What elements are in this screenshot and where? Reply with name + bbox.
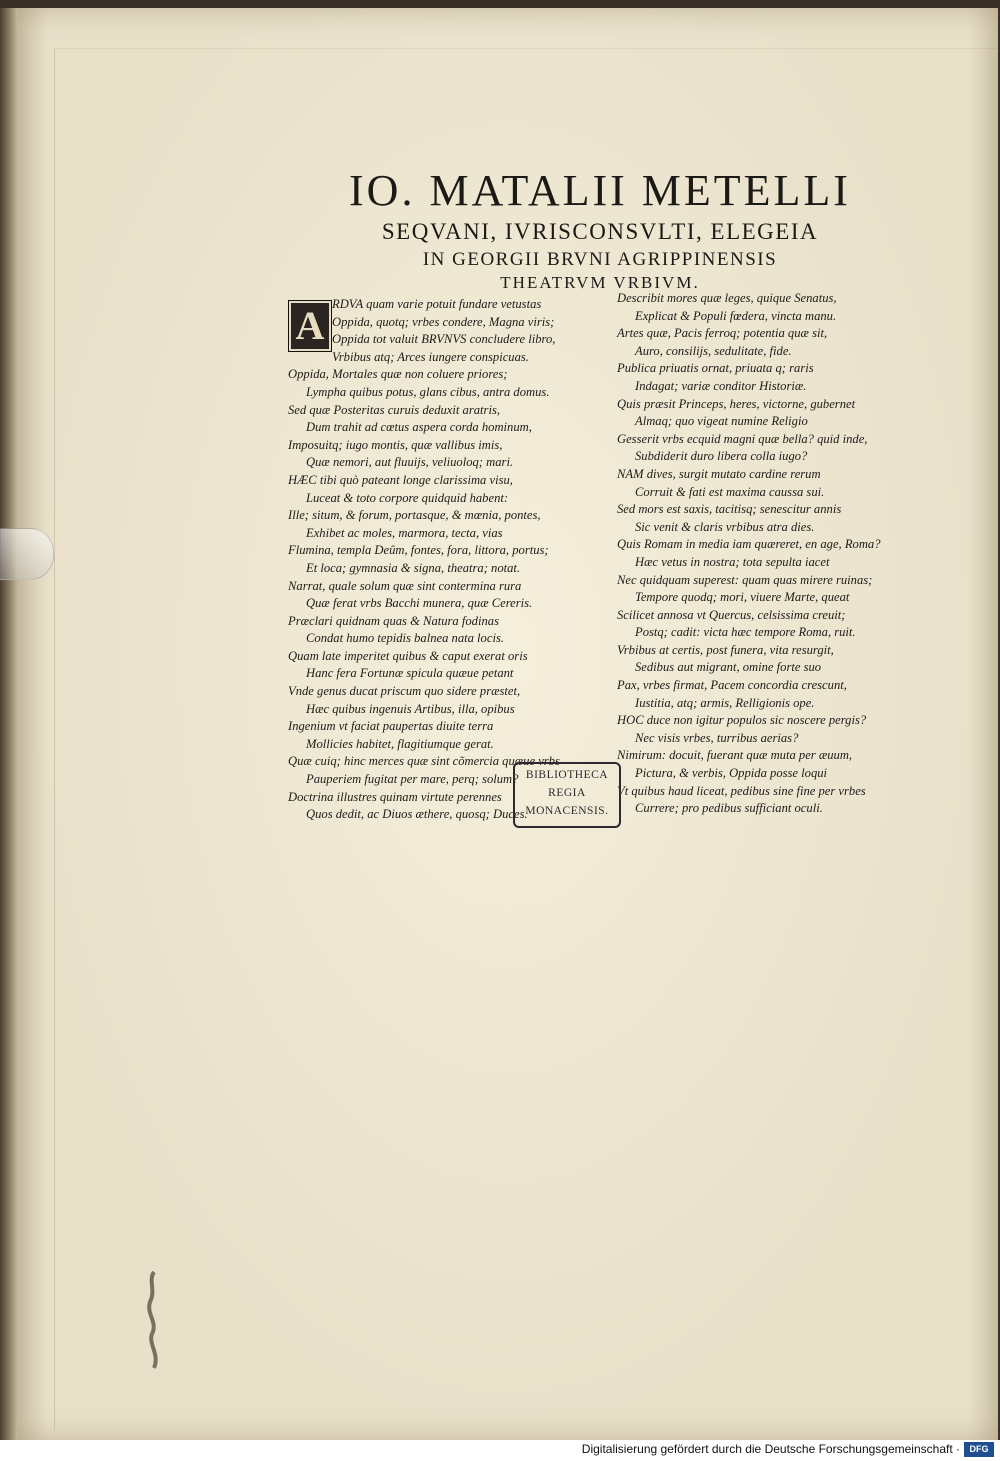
verse-line: Tempore quodq; mori, viuere Marte, queat — [635, 590, 850, 605]
verse-line: Nimirum: docuit, fuerant quæ muta per æuum, — [617, 748, 853, 763]
verse-line: Oppida, Mortales quæ non coluere priores; — [288, 367, 508, 382]
verse-line: Describit mores quæ leges, quique Senatus, — [617, 291, 837, 305]
verse-line: Indagat; variæ conditor Historiæ. — [635, 378, 807, 393]
page-clip — [0, 528, 54, 580]
verse-line: Sic venit & claris vrbibus atra dies. — [635, 519, 815, 534]
verse-line: NAM dives, surgit mutato cardine rerum — [617, 466, 821, 481]
verse-line: Luceat & toto corpore quidquid habent: — [306, 490, 509, 505]
verse-line: Currere; pro pedibus sufficiant oculi. — [635, 801, 823, 816]
title-line-1: IO. MATALII METELLI — [349, 166, 851, 215]
verse-line: Explicat & Populi fœdera, vincta manu. — [635, 308, 837, 323]
verse-line: Dum trahit ad cœtus aspera corda hominum, — [306, 420, 532, 435]
verse-line: Et loca; gymnasia & signa, theatra; notat. — [306, 560, 521, 575]
verse-line: Postq; cadit: victa hæc tempore Roma, ruit. — [635, 625, 856, 640]
verse-line: Vnde genus ducat priscum quo sidere præstet, — [288, 684, 521, 699]
verse-line: Quæ nemori, aut fluuijs, veliuoloq; mari. — [306, 455, 514, 470]
verse-line: Artes quæ, Pacis ferroq; potentia quæ sit, — [617, 326, 828, 341]
verse-line: Præclari quidnam quas & Natura fodinas — [288, 613, 499, 628]
verse-line: Hæc quibus ingenuis Artibus, illa, opibus — [306, 701, 515, 716]
verse-line: Hæc vetus in nostra; tota sepulta iacet — [635, 554, 830, 569]
dfg-logo: DFG — [964, 1442, 994, 1457]
verse-line: Vt quibus haud liceat, pedibus sine fine per vrbes — [617, 783, 866, 798]
verse-line: Ille; situm, & forum, portasque, & mœnia, pontes, — [288, 508, 541, 523]
book-edge — [0, 8, 18, 1440]
verse-line: Quam late imperitet quibus & caput exerat oris — [288, 648, 528, 663]
verse-line: Flumina, templa Deûm, fontes, fora, littora, portus; — [288, 543, 549, 558]
verse-line: RDVA quam varie potuit fundare vetustas — [332, 297, 542, 311]
verse-line: Sed quæ Posteritas curuis deduxit aratris, — [288, 402, 500, 417]
verse-line: Vrbibus at certis, post funera, vita resurgit, — [617, 642, 834, 657]
verse-line: Scilicet annosa vt Quercus, celsissima creuit; — [617, 607, 846, 622]
verse-line: Nec quidquam superest: quam quas mirere ruinas; — [617, 572, 873, 587]
poem-column-left — [288, 296, 618, 824]
title-line-4: THEATRVM VRBIVM. — [500, 273, 700, 292]
drop-initial: A — [288, 300, 332, 352]
verse-line: Oppida, quotq; vrbes condere, Magna viris; — [332, 314, 555, 329]
verse-line: Iustitia, atq; armis, Relligionis ope. — [635, 695, 815, 710]
title-line-2: SEQVANI, IVRISCONSVLTI, ELEGEIA — [381, 219, 819, 244]
verse-line: Oppida tot valuit BRVNVS concludere libro, — [332, 332, 556, 347]
verse-line: Pauperiem fugitat per mare, perq; solum? — [306, 772, 519, 787]
verse-line: Nec visis vrbes, turribus aerias? — [635, 730, 799, 745]
verse-line: Lympha quibus potus, glans cibus, antra domus. — [306, 384, 550, 399]
title-block — [270, 168, 930, 294]
verse-line: Corruit & fati est maxima caussa sui. — [635, 484, 825, 499]
verse-line: Quæ cuiq; hinc merces quæ sint cõmercia quæue vrbs — [288, 754, 560, 769]
verse-line: Pictura, & verbis, Oppida posse loqui — [635, 766, 828, 781]
funding-notice: Digitalisierung gefördert durch die Deutsche Forschungsgemeinschaft · — [581, 1442, 960, 1456]
verse-line: Publica priuatis ornat, priuata q; raris — [617, 361, 814, 376]
verse-line: Mollicies habitet, flagitiumque gerat. — [306, 736, 494, 751]
verse-line: Quos dedit, ac Diuos æthere, quosq; Duces. — [306, 807, 528, 822]
verse-line: Condat humo tepidis balnea nata locis. — [306, 631, 504, 646]
poem-column-right — [617, 290, 881, 818]
verse-line: Sed mors est saxis, tacitisq; senescitur annis — [617, 502, 842, 517]
title-line-3: IN GEORGII BRVNI AGRIPPINENSIS — [422, 249, 778, 270]
verse-line: Narrat, quale solum quæ sint contermina rura — [288, 578, 522, 593]
verse-line: Gesserit vrbs ecquid magni quæ bella? quid inde, — [617, 431, 868, 446]
verse-line: Hanc fera Fortunæ spicula quæue petant — [306, 666, 514, 681]
footer-bar — [0, 1440, 1000, 1461]
ink-smudge — [140, 1270, 166, 1370]
verse-line: HOC duce non igitur populos sic noscere pergis? — [617, 713, 867, 728]
verse-line: Sedibus aut migrant, omine forte suo — [635, 660, 822, 675]
verse-line: Subdiderit duro libera colla iugo? — [635, 449, 808, 464]
verse-line: Imposuitq; iugo montis, quæ vallibus imis, — [288, 437, 503, 452]
stamp-line-1: BIBLIOTHECA — [525, 769, 609, 781]
stamp-line-2: REGIA — [548, 787, 586, 799]
verse-line: HÆC tibi quò pateant longe clarissima visu, — [288, 472, 513, 487]
verse-line: Exhibet ac moles, marmora, tecta, vias — [306, 525, 503, 540]
verse-line: Quæ ferat vrbs Bacchi munera, quæ Cereris. — [306, 596, 533, 611]
verse-line: Quis Romam in media iam quæreret, en age, Roma? — [617, 537, 881, 552]
verse-line: Ingenium vt faciat paupertas diuite terra — [288, 719, 494, 734]
verse-line: Almaq; quo vigeat numine Religio — [635, 414, 808, 429]
verse-line: Vrbibus atq; Arces iungere conspicuas. — [332, 349, 529, 364]
verse-line: Doctrina illustres quinam virtute perennes — [288, 789, 502, 804]
library-stamp — [513, 762, 621, 828]
verse-line: Pax, vrbes firmat, Pacem concordia crescunt, — [617, 678, 847, 693]
verse-line: Quis præsit Princeps, heres, victorne, gubernet — [617, 396, 856, 411]
stamp-line-3: MONACENSIS. — [525, 805, 609, 817]
verse-line: Auro, consilijs, sedulitate, fide. — [635, 343, 792, 358]
